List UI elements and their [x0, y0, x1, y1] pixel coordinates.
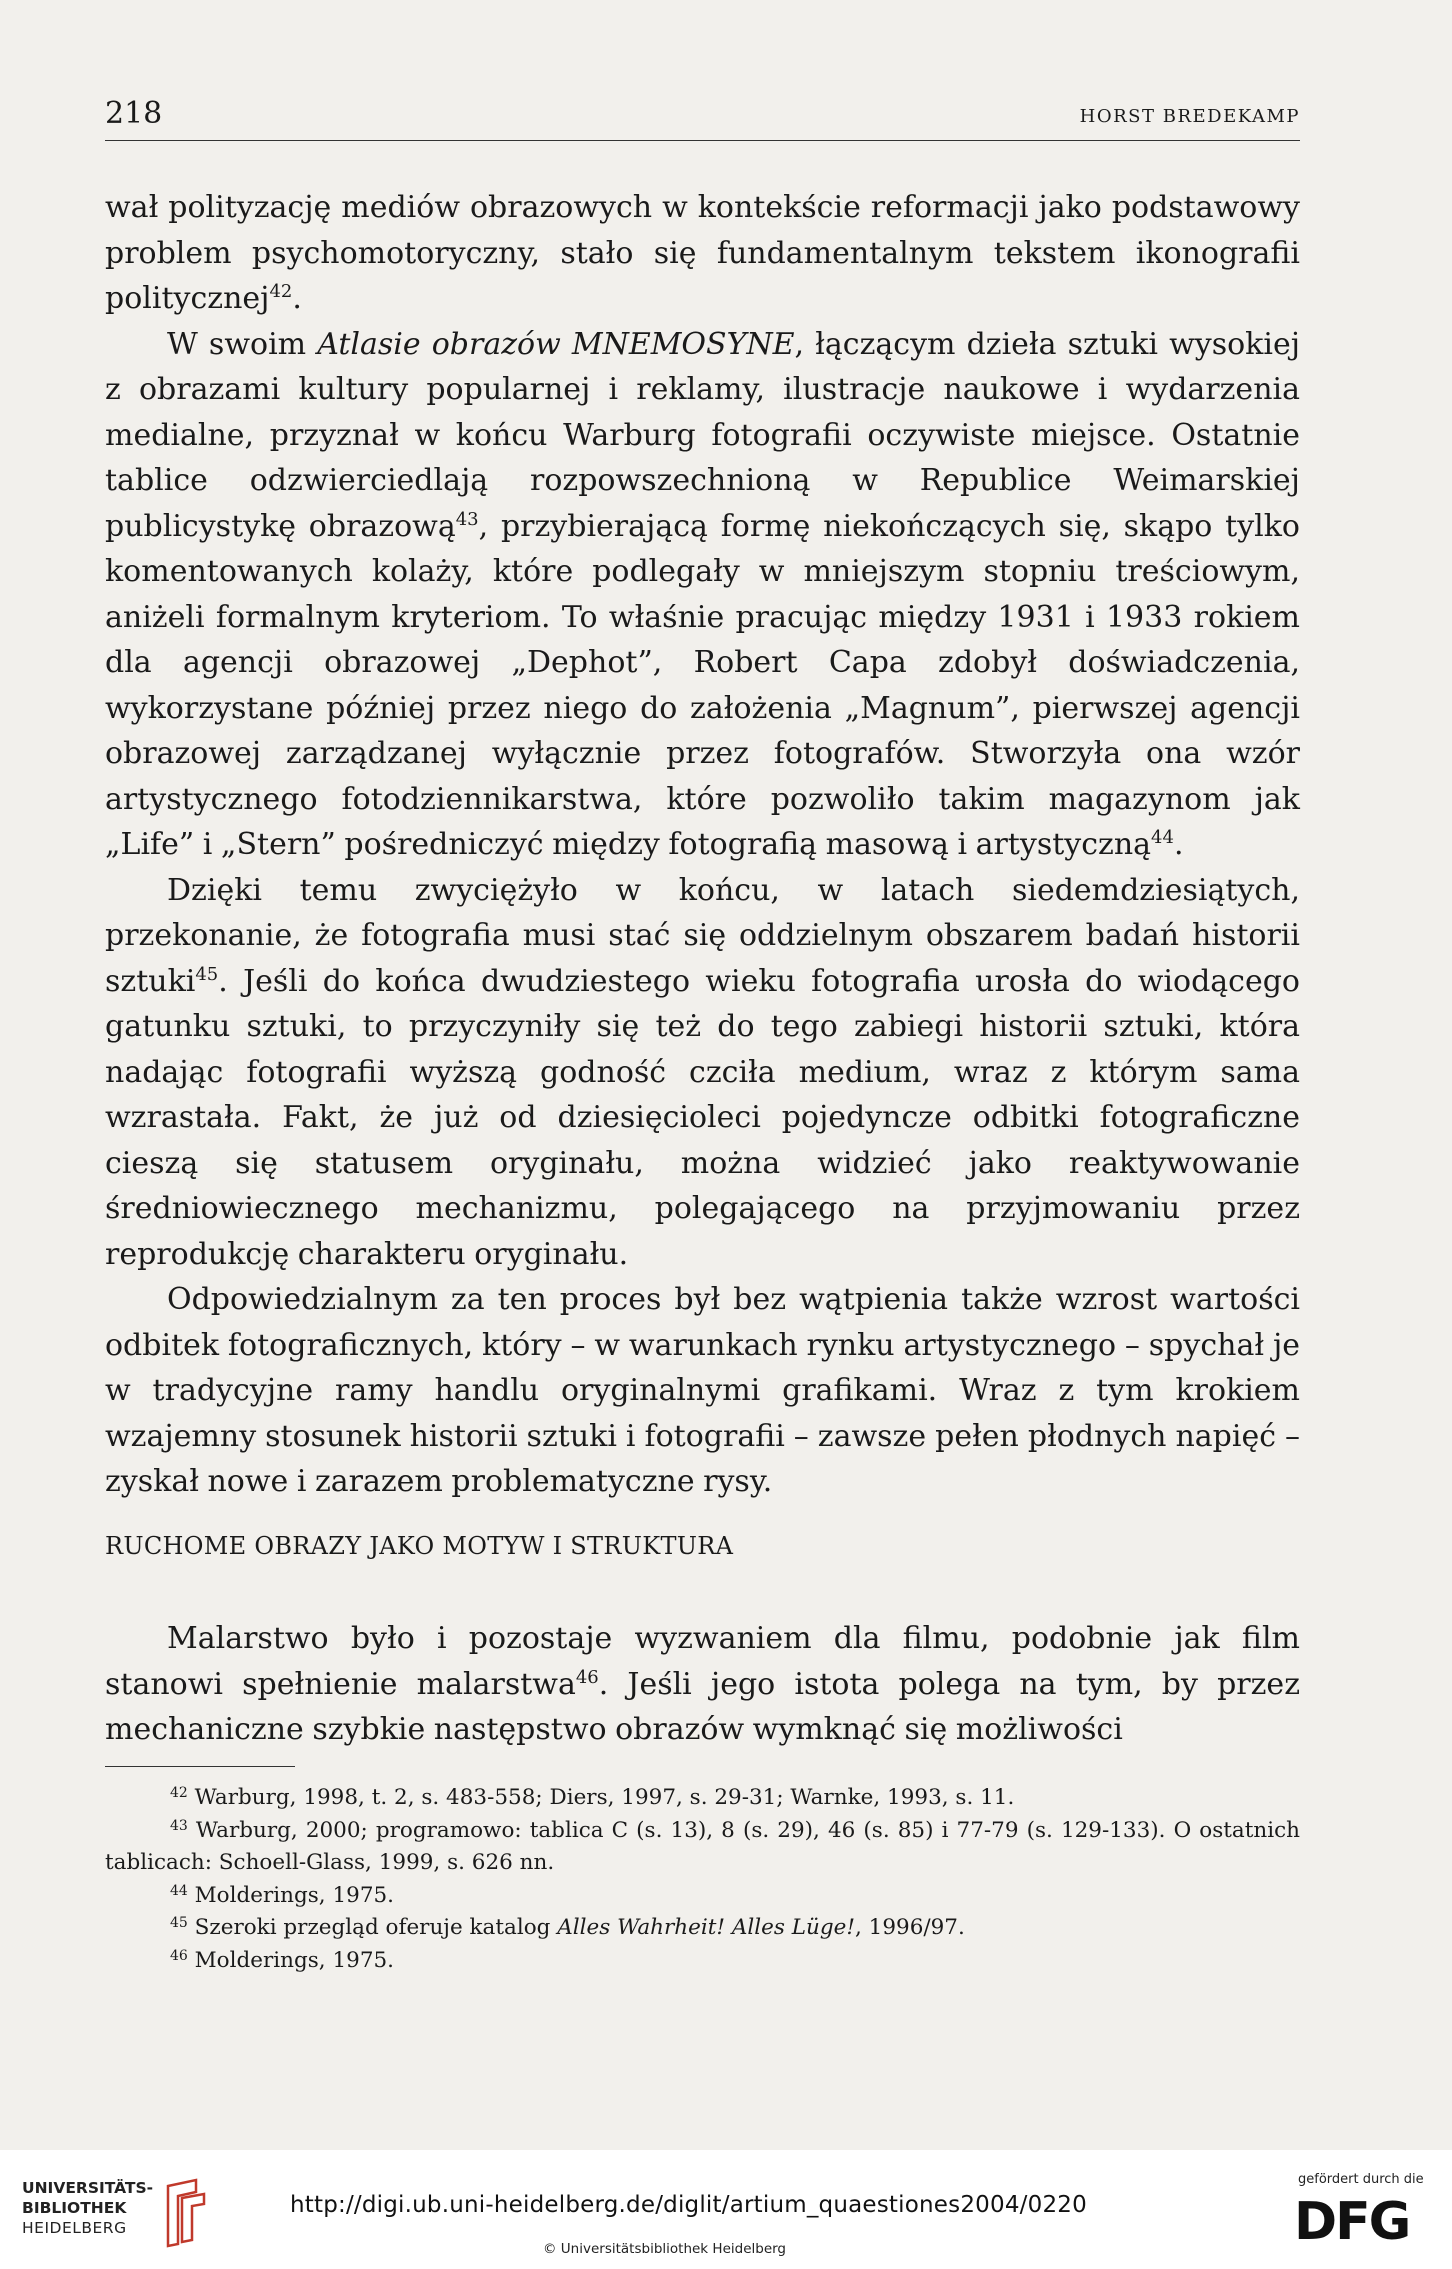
dfg-logo[interactable]: [1288, 2172, 1438, 2257]
footnotes: [105, 1782, 1300, 1977]
footnote: $^{46}$ Molderings, 1975.: [170, 1947, 395, 1973]
footnote: $^{45}$ Szeroki przegląd oferuje katalog Alles Wahrheit! Alles Lüge!, 1996/97.: [170, 1915, 965, 1940]
running-title: HORST BREDEKAMP: [1079, 106, 1300, 127]
section-text: [105, 1616, 1300, 1753]
footnote-ref[interactable]: 43: [455, 508, 479, 530]
digitization-footer: [0, 2150, 1452, 2269]
main-text: [105, 185, 1300, 1505]
footnote-ref[interactable]: 45: [195, 963, 219, 985]
source-url-link[interactable]: http://digi.ub.uni-heidelberg.de/diglit/artium_quaestiones2004/0220: [290, 2192, 1087, 2218]
footnote-ref[interactable]: 42: [269, 281, 293, 302]
running-header: [105, 92, 1300, 141]
page-number: 218: [105, 96, 163, 131]
copyright-text: © Universitätsbibliothek Heidelberg: [543, 2241, 787, 2257]
footnote: $^{43}$ Warburg, 2000; programowo: tablica C (s. 13), 8 (s. 29), 46 (s. 85) i 77-79 (s. 129-133). O ostatnich tablicach: Schoell-Glass, 1999, s. 626 nn.: [105, 1817, 1300, 1875]
footnote: $^{44}$ Molderings, 1975.: [170, 1882, 395, 1908]
logo-line: UNIVERSITÄTS-: [22, 2179, 154, 2197]
library-emblem-icon: [148, 2178, 218, 2248]
logo-line: BIBLIOTHEK: [22, 2199, 127, 2217]
logo-line: HEIDELBERG: [22, 2219, 127, 2237]
section-heading: RUCHOME OBRAZY JAKO MOTYW I STRUKTURA: [105, 1532, 734, 1560]
footnote-ref[interactable]: 46: [575, 1666, 599, 1688]
dfg-caption: gefördert durch die: [1298, 2172, 1424, 2187]
footnote-ref[interactable]: 44: [1151, 827, 1174, 848]
footnote-divider: [105, 1766, 295, 1767]
paragraph: Malarstwo było i pozostaje wyzwaniem dla filmu, podobnie jak film stanowi spełnienie malarstwa$^{46}$. Jeśli jego istota polega na tym, by przez mechaniczne szybkie następstwo obrazów wymknąć się możliwości: [105, 1621, 1300, 1747]
paragraph: Dzięki temu zwyciężyło w końcu, w latach siedemdziesiątych, przekonanie, że fotografia musi stać się oddzielnym obszarem badań historii sztuki$^{45}$. Jeśli do końca dwudziestego wieku fotografia urosła do wiodącego gatunku sztuki, to przyczyniły się też do tego zabiegi historii sztuki, która nadając fotografii wyższą godność czciła medium, wraz z którym sama wzrastała. Fakt, że już od dziesięcioleci pojedyncze odbitki fotograficzne cieszą się statusem oryginału, można widzieć jako reaktywowanie średniowiecznego mechanizmu, polegającego na przyjmowaniu przez reprodukcję charakteru oryginału.: [105, 872, 1300, 1272]
dfg-mark: DFG: [1294, 2192, 1410, 2252]
paragraph: Odpowiedzialnym za ten proces był bez wątpienia także wzrost wartości odbitek fotograficznych, który – w warunkach rynku artystycznego – spychał je w tradycyjne ramy handlu oryginalnymi grafikami. Wraz z tym krokiem wzajemny stosunek historii sztuki i fotografii – zawsze pełen płodnych napięć – zyskał nowe i zarazem problematyczne rysy.: [105, 1282, 1300, 1499]
university-library-logo[interactable]: [22, 2178, 252, 2248]
paragraph: W swoim Atlasie obrazów MNEMOSYNE, łączącym dzieła sztuki wysokiej z obrazami kultury popularnej i reklamy, ilustracje naukowe i wydarzenia medialne, przyznał w końcu Warburg fotografii oczywiste miejsce. Ostatnie tablice odzwierciedlają rozpowszechnioną w Republice Weimarskiej publicystykę obrazową$^{43}$, przybierającą formę niekończących się, skąpo tylko komentowanych kolaży, które podlegały w mniejszym stopniu treściowym, aniżeli formalnym kryteriom. To właśnie pracując między 1931 i 1933 rokiem dla agencji obrazowej „Dephot”, Robert Capa zdobył doświadczenia, wykorzystane później przez niego do założenia „Magnum”, pierwszej agencji obrazowej zarządzanej wyłącznie przez fotografów. Stworzyła ona wzór artystycznego fotodziennikarstwa, które pozwoliło takim magazynom jak „Life” i „Stern” pośredniczyć między fotografią masową i artystyczną$^{44}$.: [105, 326, 1300, 862]
paragraph: wał polityzację mediów obrazowych w kontekście reformacji jako podstawowy problem psychomotoryczny, stało się fundamentalnym tekstem ikonografii politycznej$^{42}$.: [105, 190, 1300, 316]
footnote: $^{42}$ Warburg, 1998, t. 2, s. 483-558; Diers, 1997, s. 29-31; Warnke, 1993, s. 11.: [170, 1785, 1015, 1810]
